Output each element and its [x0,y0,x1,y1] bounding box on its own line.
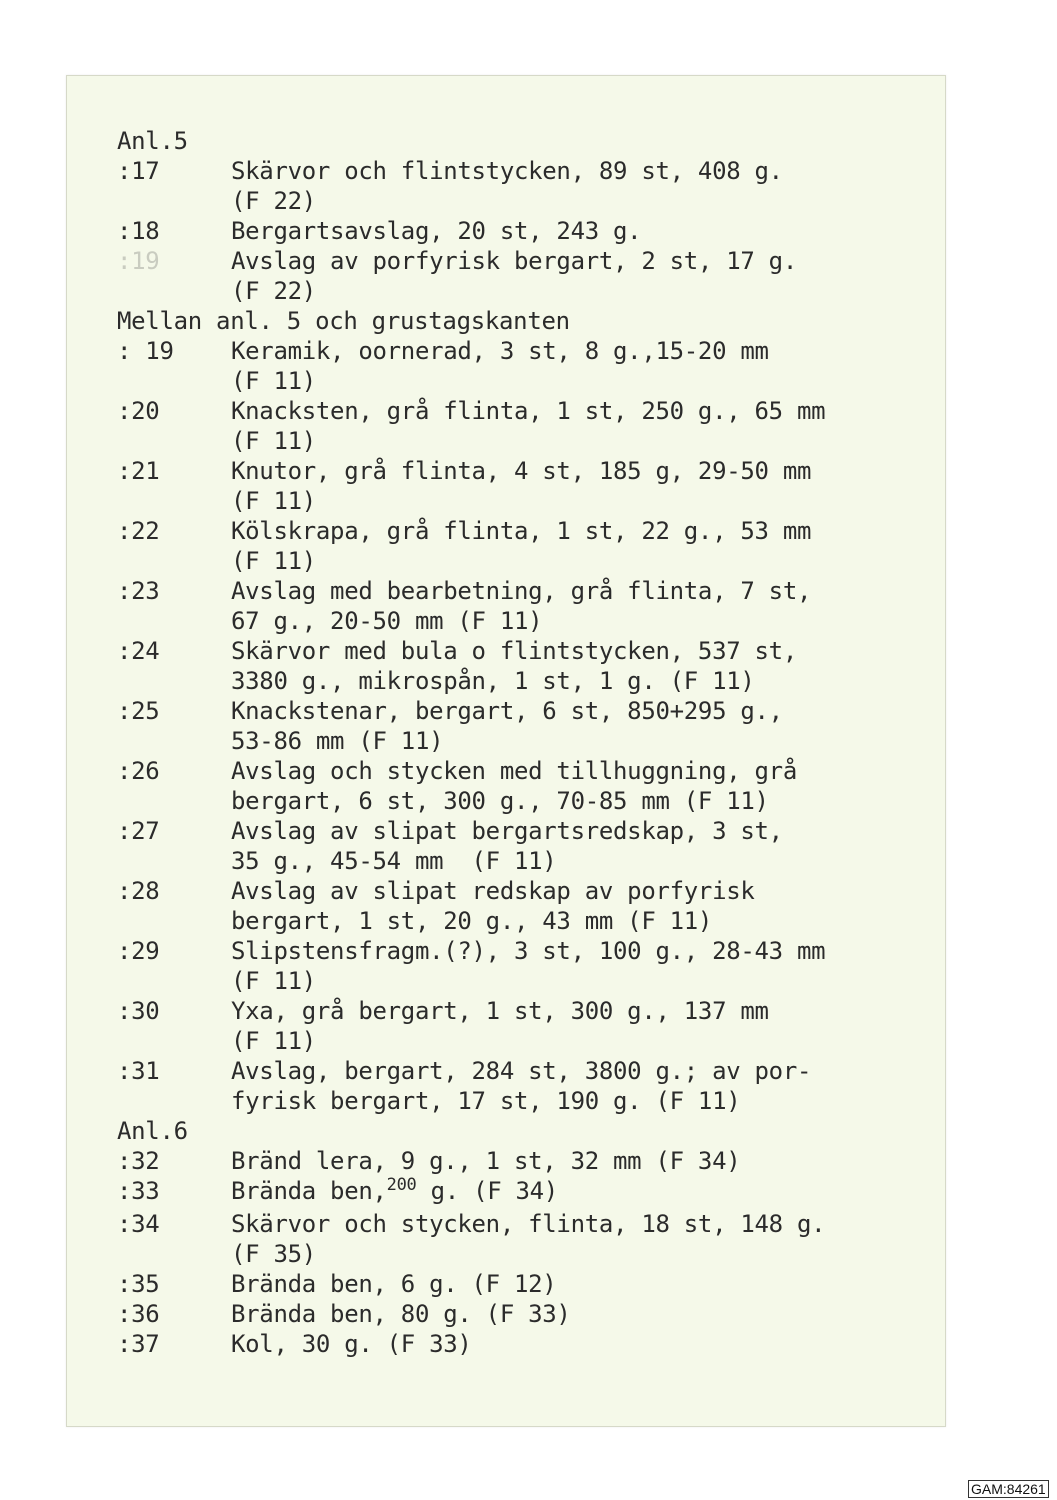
entry-row [117,216,937,246]
entry-text: Kölskrapa, grå flinta, 1 st, 22 g., 53 mm (F 11) [231,517,812,575]
entry-number: :22 [117,517,160,545]
entry-text: Brända ben, 6 g. (F 12) [231,1270,557,1298]
entry-text: Skärvor och stycken, flinta, 18 st, 148 g. (F 35) [231,1210,826,1268]
entry-text: Brända ben,$^{200}$ g. (F 34) [231,1175,558,1205]
entry-row [117,1176,937,1209]
entry-number: :35 [117,1270,160,1298]
section-heading: Mellan anl. 5 och grustagskanten [117,307,570,335]
entry-row [117,936,937,996]
entry-text: Kol, 30 g. (F 33) [231,1330,472,1358]
entry-row [117,336,937,396]
entry-number: :32 [117,1147,160,1175]
entry-row [117,516,937,576]
entry-text: Slipstensfragm.(?), 3 st, 100 g., 28-43 mm (F 11) [231,937,826,995]
entry-text: Bergartsavslag, 20 st, 243 g. [231,217,642,245]
entry-number: :28 [117,877,160,905]
entry-text: Avslag med bearbetning, grå flinta, 7 st, 67 g., 20-50 mm (F 11) [231,577,812,635]
entry-row [117,1209,937,1269]
entry-text: Avslag av slipat bergartsredskap, 3 st, 35 g., 45-54 mm (F 11) [231,817,783,875]
entry-text: Knacksten, grå flinta, 1 st, 250 g., 65 mm (F 11) [231,397,826,455]
entry-number: :36 [117,1300,160,1328]
card-text [117,126,937,1359]
entry-text: Skärvor med bula o flintstycken, 537 st, 3380 g., mikrospån, 1 st, 1 g. (F 11) [231,637,797,695]
entry-number: :19 [117,247,160,275]
entry-text: Knutor, grå flinta, 4 st, 185 g, 29-50 mm (F 11) [231,457,812,515]
entry-number: :37 [117,1330,160,1358]
entry-number: :21 [117,457,160,485]
entry-row [117,156,937,216]
section-heading: Anl.6 [117,1117,188,1145]
entry-number: :33 [117,1177,160,1205]
entry-text: Knackstenar, bergart, 6 st, 850+295 g., 53-86 mm (F 11) [231,697,783,755]
entry-row [117,756,937,816]
entry-text: Avslag och stycken med tillhuggning, grå bergart, 6 st, 300 g., 70-85 mm (F 11) [231,757,797,815]
entry-number: :25 [117,697,160,725]
entry-row [117,1056,937,1116]
entry-text: Keramik, oornerad, 3 st, 8 g.,15-20 mm (F 11) [231,337,769,395]
entry-text: Bränd lera, 9 g., 1 st, 32 mm (F 34) [231,1147,741,1175]
archive-id-label: GAM:84261 [968,1480,1049,1498]
entry-number: :26 [117,757,160,785]
entry-number: : 19 [117,337,174,365]
entry-row [117,996,937,1056]
entry-number: :34 [117,1210,160,1238]
entry-row [117,396,937,456]
entry-row [117,1269,937,1299]
entry-row [117,1299,937,1329]
entry-number: :18 [117,217,160,245]
entry-row [117,246,937,306]
superscript-amount: 200 [386,1175,417,1195]
entry-row [117,636,937,696]
entry-number: :20 [117,397,160,425]
entry-row [117,876,937,936]
entry-row [117,456,937,516]
entry-number: :30 [117,997,160,1025]
section-heading: Anl.5 [117,127,188,155]
entry-text: Avslag av porfyrisk bergart, 2 st, 17 g. (F 22) [231,247,797,305]
entry-number: :23 [117,577,160,605]
catalog-card [66,75,946,1427]
entry-number: :24 [117,637,160,665]
entry-number: :17 [117,157,160,185]
entry-number: :31 [117,1057,160,1085]
entry-text: Yxa, grå bergart, 1 st, 300 g., 137 mm (F 11) [231,997,769,1055]
entry-number: :27 [117,817,160,845]
entry-text: Avslag, bergart, 284 st, 3800 g.; av por- fyrisk bergart, 17 st, 190 g. (F 11) [231,1057,812,1115]
entry-text: Avslag av slipat redskap av porfyrisk bergart, 1 st, 20 g., 43 mm (F 11) [231,877,755,935]
entry-text: Brända ben, 80 g. (F 33) [231,1300,571,1328]
entry-row [117,576,937,636]
entry-number: :29 [117,937,160,965]
entry-row [117,696,937,756]
entry-text: Skärvor och flintstycken, 89 st, 408 g. (F 22) [231,157,783,215]
entry-row [117,816,937,876]
entry-row [117,1146,937,1176]
entry-row [117,1329,937,1359]
